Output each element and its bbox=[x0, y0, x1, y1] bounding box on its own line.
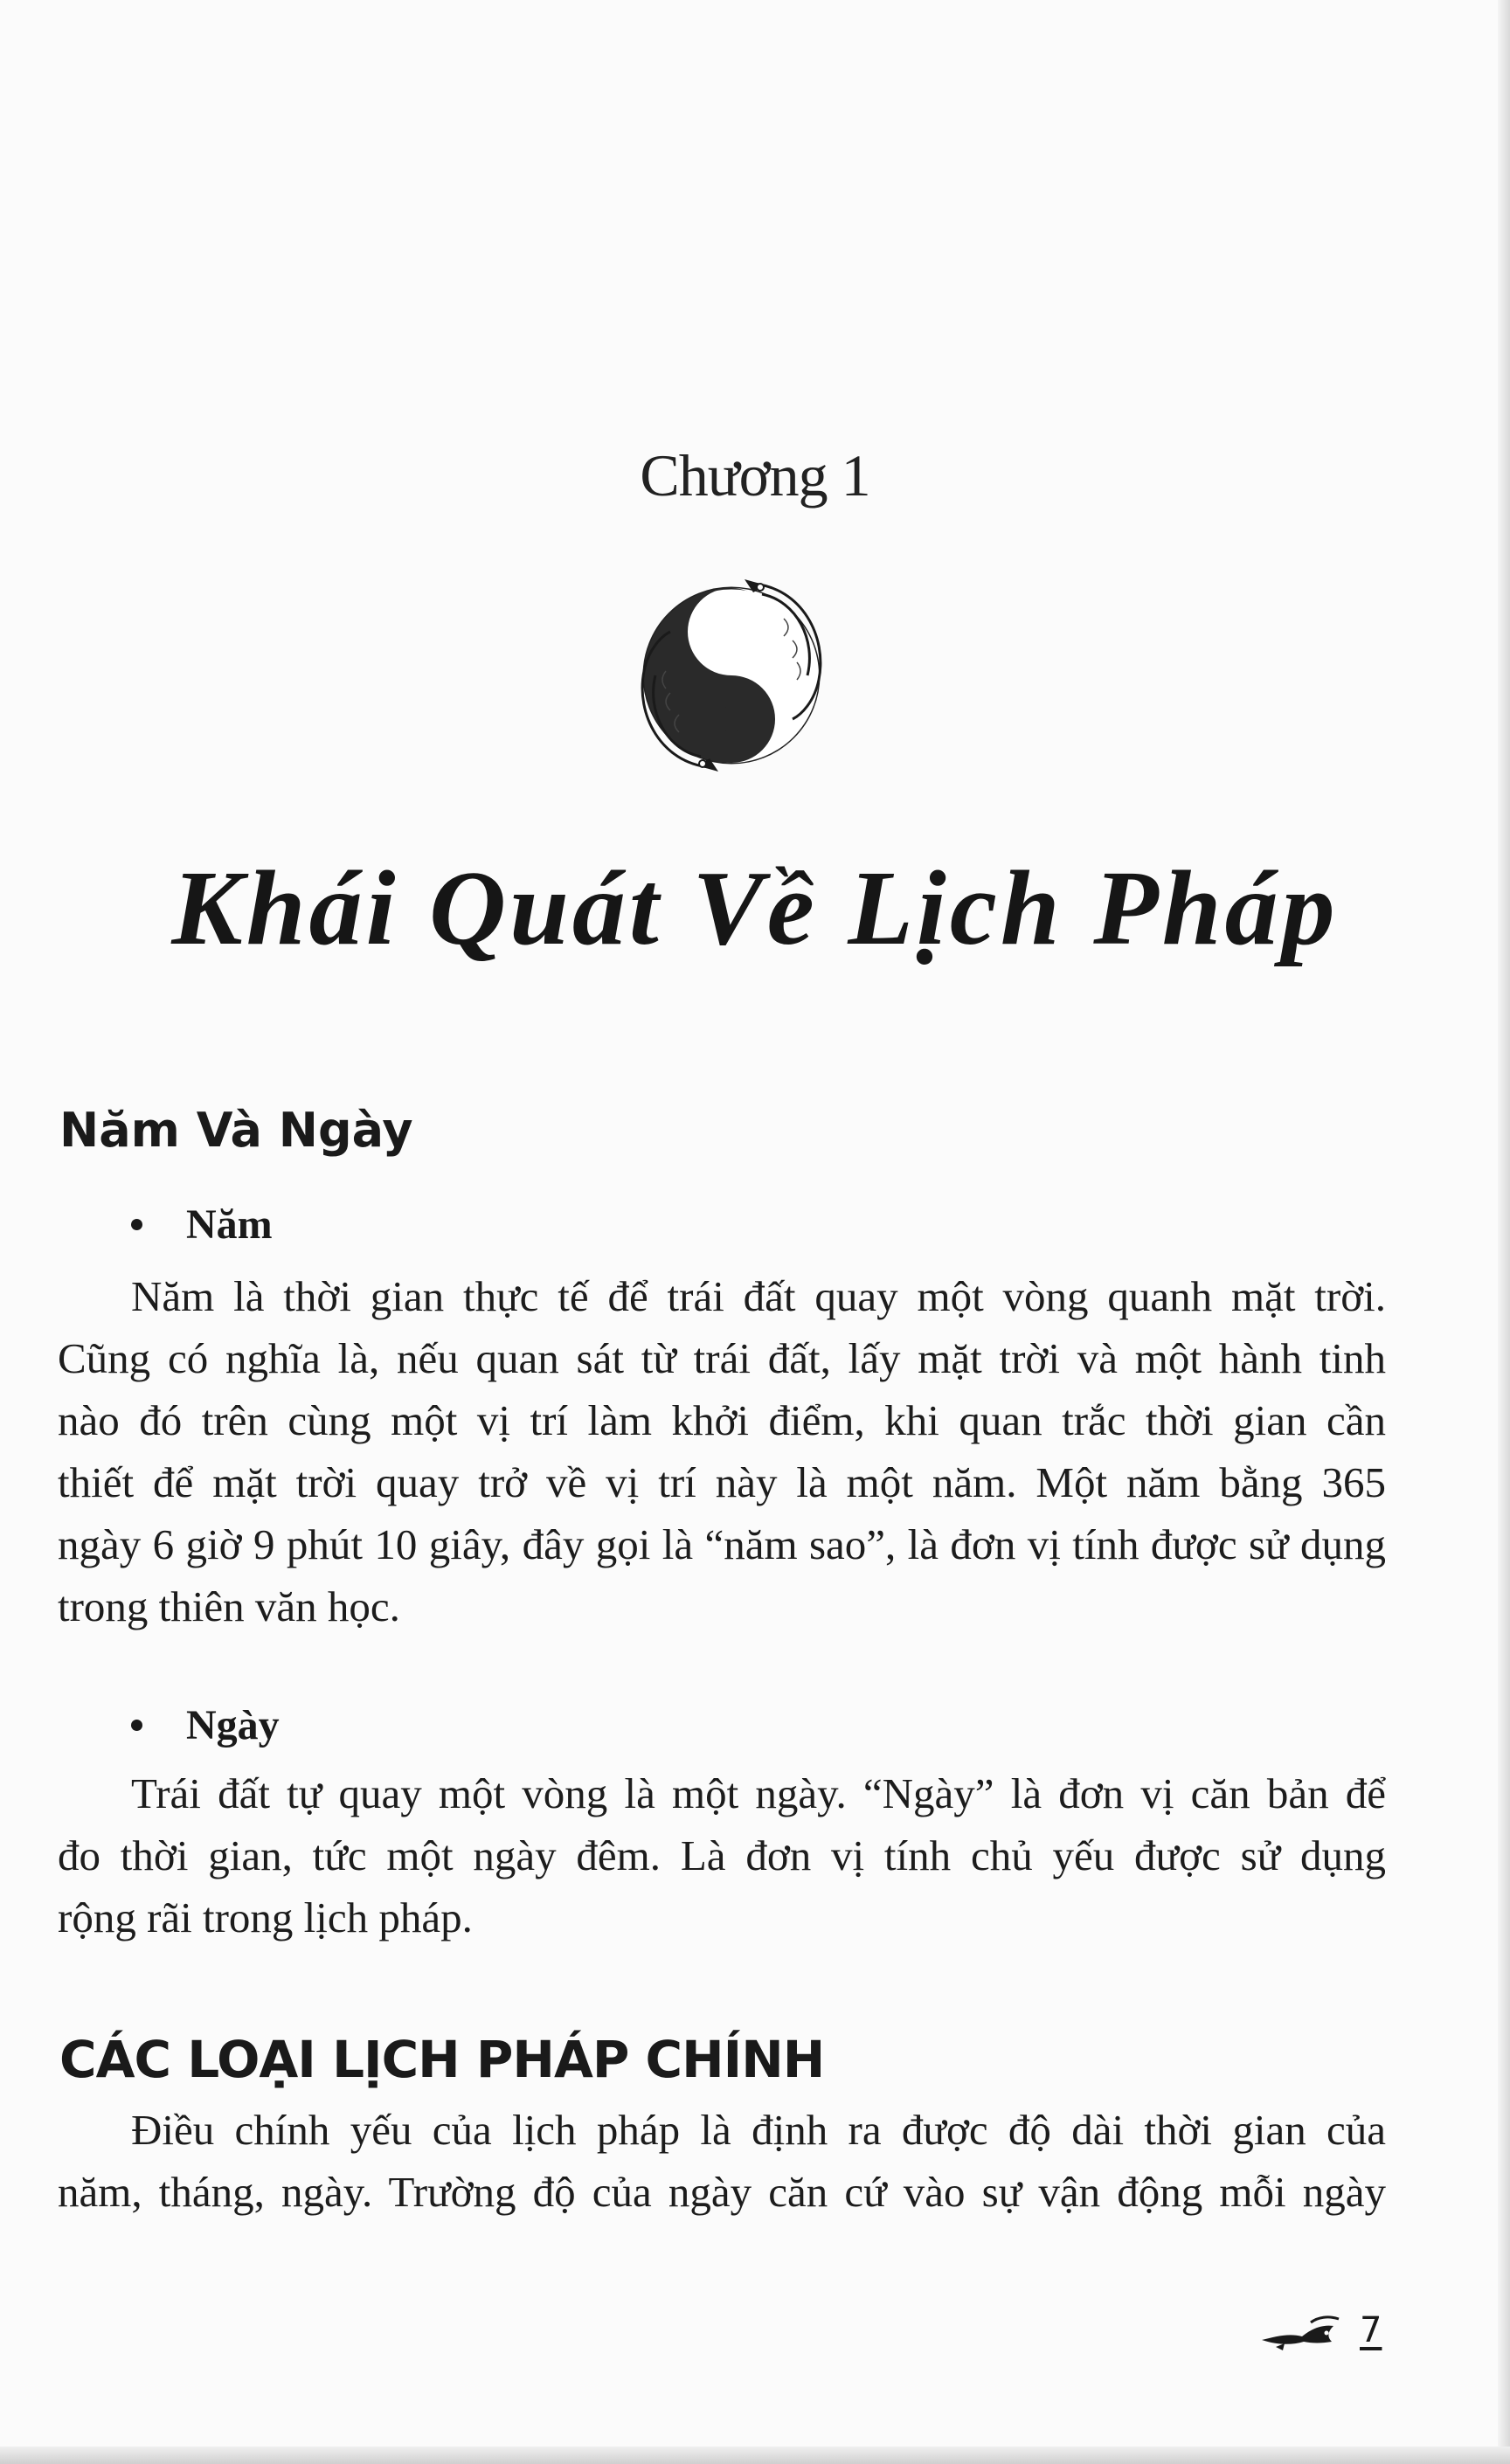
yin-yang-koi-fish-icon bbox=[622, 566, 841, 785]
text-line: thiết để mặt trời quay trở về vị trí này là một năm. Một năm bằng 365 bbox=[58, 1458, 1386, 1506]
text-line: Trái đất tự quay một vòng là một ngày. “Ngày” là đơn vị căn bản để bbox=[131, 1769, 1386, 1817]
page-bottom-shadow bbox=[0, 2447, 1510, 2464]
bullet-label: Ngày bbox=[186, 1702, 280, 1748]
text-line: năm, tháng, ngày. Trường độ của ngày căn cứ vào sự vận động mỗi ngày bbox=[58, 2168, 1386, 2216]
chapter-title: Khái Quát Về Lịch Pháp bbox=[171, 849, 1339, 967]
section-heading-nam-va-ngay: Năm Và Ngày bbox=[59, 1103, 413, 1158]
bullet-nam bbox=[131, 1201, 273, 1249]
text-line: Điều chính yếu của lịch pháp là định ra được độ dài thời gian của bbox=[131, 2106, 1386, 2154]
bullet-dot bbox=[131, 1219, 142, 1230]
page-edge-shadow bbox=[1498, 0, 1510, 2464]
paragraph-nam bbox=[58, 1265, 1386, 1637]
bullet-label: Năm bbox=[186, 1201, 273, 1248]
bullet-dot bbox=[131, 1720, 142, 1731]
page-number: 7 bbox=[1360, 2310, 1382, 2350]
text-line: đo thời gian, tức một ngày đêm. Là đơn vị tính chủ yếu được sử dụng bbox=[58, 1831, 1386, 1879]
bullet-ngay bbox=[131, 1701, 280, 1749]
paragraph-ngay bbox=[58, 1762, 1386, 1948]
section-heading-cac-loai-lich-phap: CÁC LOẠI LỊCH PHÁP CHÍNH bbox=[59, 2030, 825, 2089]
text-line: Năm là thời gian thực tế để trái đất quay một vòng quanh mặt trời. bbox=[131, 1272, 1386, 1320]
paragraph-cac-loai bbox=[58, 2099, 1386, 2223]
text-line: Cũng có nghĩa là, nếu quan sát từ trái đất, lấy mặt trời và một hành tinh bbox=[58, 1334, 1386, 1382]
text-line: trong thiên văn học. bbox=[58, 1582, 400, 1630]
text-line: rộng rãi trong lịch pháp. bbox=[58, 1893, 473, 1941]
text-line: nào đó trên cùng một vị trí làm khởi điểm, khi quan trắc thời gian cần bbox=[58, 1396, 1386, 1444]
text-line: ngày 6 giờ 9 phút 10 giây, đây gọi là “năm sao”, là đơn vị tính được sử dụng bbox=[58, 1520, 1386, 1568]
chapter-label: Chương 1 bbox=[640, 442, 870, 509]
fish-ornament-icon bbox=[1258, 2314, 1344, 2357]
